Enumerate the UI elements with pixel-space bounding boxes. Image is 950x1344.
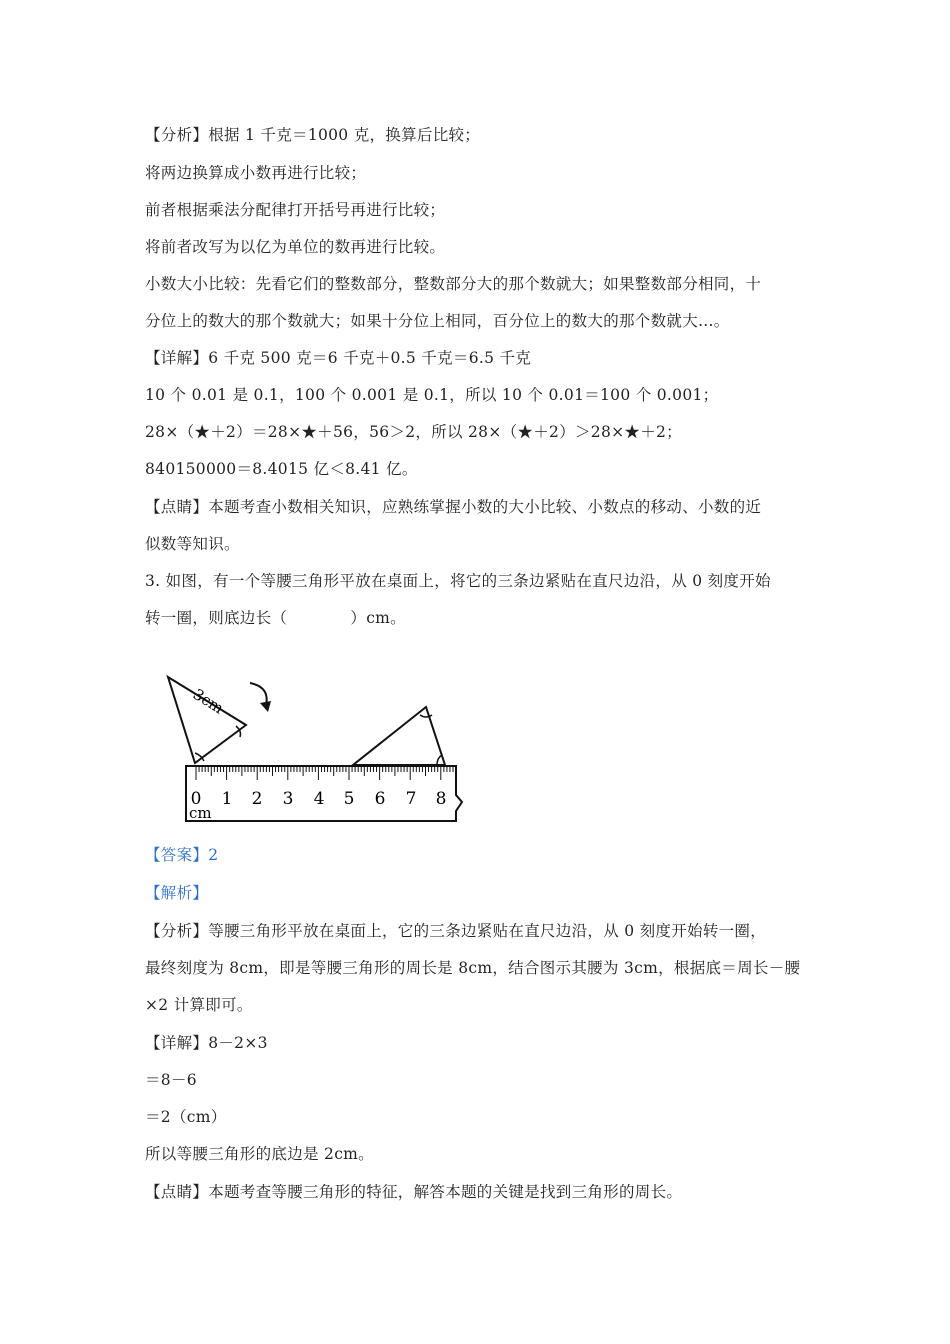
detail-line-4: 840150000＝8.4015 亿＜8.41 亿。 [145,460,418,478]
ruler-number: 6 [374,789,386,809]
ruler-number: 8 [435,789,447,809]
detail2-line-2: ＝8－6 [145,1071,197,1089]
ruler-numbers [191,789,447,809]
question-line-1: 3. 如图，有一个等腰三角形平放在桌面上，将它的三条边紧贴在直尺边沿，从 0 刻度开始 [145,572,771,590]
analysis-line-1: 【分析】根据 1 千克＝1000 克，换算后比较； [145,126,481,144]
detail-line-2: 10 个 0.01 是 0.1，100 个 0.001 是 0.1，所以 10 个 0.01＝100 个 0.001； [145,386,719,404]
ruler-number: 3 [282,789,294,809]
ruler-number: 1 [221,789,233,809]
ruler-number: 5 [343,789,355,809]
analysis-line-3: 前者根据乘法分配律打开括号再进行比较； [145,201,446,219]
answer-line: 【答案】2 [145,846,219,864]
analysis2-line-1: 【分析】等腰三角形平放在桌面上，它的三条边紧贴在直尺边沿，从 0 刻度开始转一圈， [145,922,767,940]
rotation-arrow-icon [250,683,267,705]
ruler-number: 2 [251,789,263,809]
analysis2-line-2: 最终刻度为 8cm，即是等腰三角形的周长是 8cm，结合图示其腰为 3cm，根据底＝周长－腰 [145,959,801,977]
comment-line-2: 似数等知识。 [145,535,240,553]
analysis2-line-3: ×2 计算即可。 [145,996,253,1014]
analysis-line-2: 将两边换算成小数再进行比较； [145,164,367,182]
detail-line-1: 【详解】6 千克 500 克＝6 千克＋0.5 千克＝6.5 千克 [145,349,532,367]
comment-line-1: 【点睛】本题考查小数相关知识，应熟练掌握小数的大小比较、小数点的移动、小数的近 [145,498,762,516]
detail-line-3: 28×（★＋2）＝28×★＋56，56＞2，所以 28×（★＋2）＞28×★＋2； [145,423,682,441]
detail2-line-4: 所以等腰三角形的底边是 2cm。 [145,1145,374,1163]
ruler-number: 4 [313,789,325,809]
analysis-line-6: 分位上的数大的那个数就大；如果十分位上相同，百分位上的数大的那个数就大…。 [145,312,730,330]
ruler-unit: cm [189,804,212,822]
detail2-line-3: ＝2（cm） [145,1108,227,1126]
side-label: 3cm [189,685,227,718]
arrow-head-icon [260,701,271,712]
ruler-number: 7 [405,789,417,809]
comment2-line-1: 【点睛】本题考查等腰三角形的特征，解答本题的关键是找到三角形的周长。 [145,1183,683,1201]
analysis-line-5: 小数大小比较：先看它们的整数部分，整数部分大的那个数就大；如果整数部分相同，十 [145,275,762,293]
angle-mark [420,715,432,717]
triangle-ruler-figure [158,665,468,825]
detail2-line-1: 【详解】8－2×3 [145,1034,268,1052]
analysis-line-4: 将前者改写为以亿为单位的数再进行比较。 [145,238,446,256]
question-line-2: 转一圈，则底边长（ ）cm。 [145,609,406,627]
ruler-number: 0 [190,789,202,809]
explain-label: 【解析】 [145,884,209,902]
